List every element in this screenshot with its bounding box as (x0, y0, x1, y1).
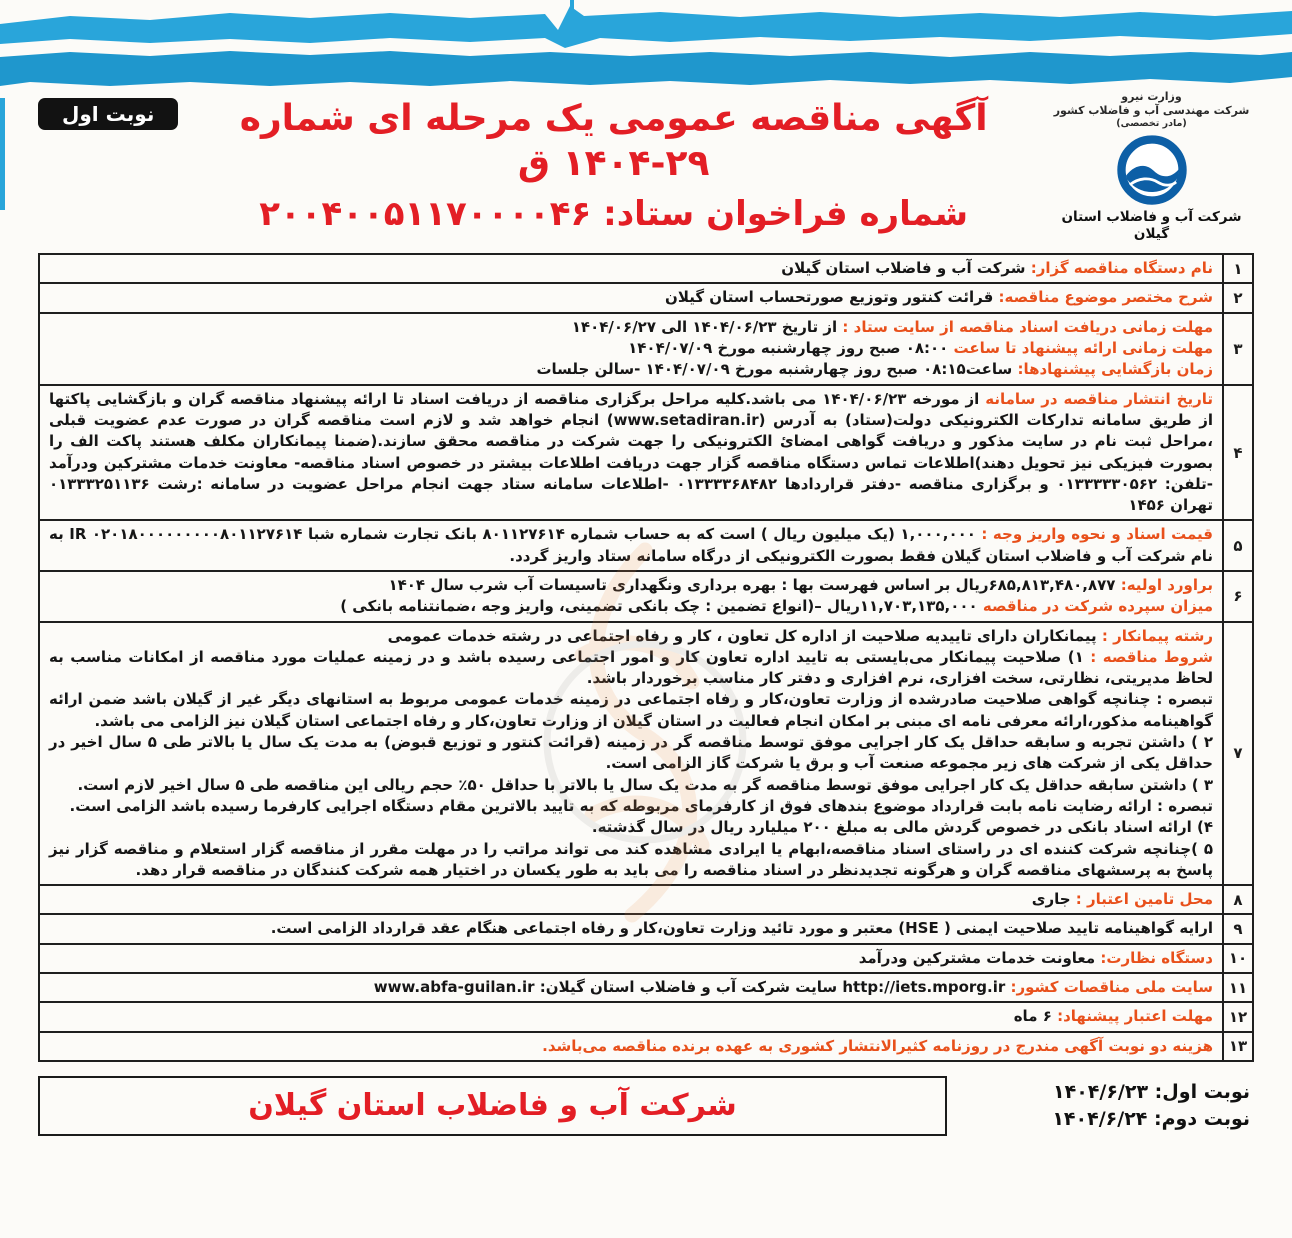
row-text-line (49, 889, 1213, 910)
row-text-line (49, 524, 1213, 567)
row-text-line (49, 258, 1213, 279)
field-label: میزان سپرده شرکت در مناقصه (977, 597, 1213, 616)
field-value: ۱۱,۷۰۳,۱۳۵,۰۰۰ریال –(انواع تضمین : چک بانکی تضمینی، واریز وجه ،ضمانتنامه بانکی ) (340, 597, 978, 616)
row-number: ۱ (1223, 254, 1253, 283)
field-value: از مورخه ۱۴۰۴/۰۶/۲۳ می باشد.کلیه مراحل برگزاری مناقصه از دریافت اسناد تا ارائه پیشنهاد مناقصه گران و بازگشایی پاکتها از طریق سامانه تدارکات الکترونیکی دولت(ستاد) به آدرس (www.setadiran.ir) انجام خواهد شد و لازم است مناقصه گران در صورت عدم عضویت قبلی ،مراحل ثبت نام در سایت مذکور و دریافت گواهی امضائ الکترونیکی را جهت شرکت در مناقصه محقق سازند.(ضمنا پیمانکاران مکلف هستند پاکت الف را بصورت فیزیکی نیز تحویل دهند)اطلاعات تماس دستگاه مناقصه گزار جهت دریافت اطلاعات بیشتر در خصوص اسناد مناقصه- معاونت خدمات مشترکین ودرآمد -تلفن: ۰۱۳۳۳۳۳۰۵۶۲ و برگزاری مناقصه -دفتر قراردادها ۰۱۳۳۳۳۶۸۴۸۲ -اطلاعات سامانه ستاد جهت انجام مراحل عضویت در سامانه :رشت ۰۱۳۳۳۲۵۱۱۳۶ تهران ۱۴۵۶ (49, 389, 1214, 515)
field-value: تبصره : چنانچه گواهی صلاحیت صادرشده از وزارت تعاون،کار و رفاه اجتماعی در زمینه خدمات عمومی مربوط به استانهای دیگر غیر از گیلان باشد ضمن ارائه گواهینامه مذکور،ارائه معرفی نامه ای مبنی بر امکان انجام فعالیت در استان گیلان از وزارت تعاون،کار و رفاه اجتماعی استان گیلان نیز الزامی می باشد. (49, 690, 1213, 730)
row-text-line (49, 775, 1213, 796)
row-content (39, 283, 1223, 312)
row-text-line (49, 817, 1213, 838)
row-text-line (49, 647, 1213, 690)
row-content (39, 254, 1223, 283)
header (38, 0, 1254, 243)
field-label: سایت ملی مناقصات کشور: (1005, 978, 1213, 997)
field-label: مهلت زمانی دریافت اسناد مناقصه از سایت ستاد : (837, 317, 1213, 336)
table-row (39, 385, 1253, 521)
field-value: جاری (1031, 890, 1071, 909)
field-label: رشته پیمانکار : (1096, 626, 1213, 645)
row-text-line (49, 977, 1213, 998)
row-number: ۴ (1223, 385, 1253, 521)
field-value: از تاریخ ۱۴۰۴/۰۶/۲۳ الی ۱۴۰۴/۰۶/۲۷ (571, 317, 838, 336)
row-content (39, 385, 1223, 521)
table-row (39, 313, 1253, 385)
row-number: ۱۰ (1223, 944, 1253, 973)
row-content (39, 520, 1223, 571)
field-value: ۱,۰۰۰,۰۰۰ (یک میلیون ریال ) است که به حساب شماره ۸۰۱۱۲۷۶۱۴ بانک تجارت شماره شبا IR ۰۲۰۱۸۰۰۰۰۰۰۰۰۰۸۰۱۱۲۷۶۱۴ به نام شرکت آب و فاضلاب استان گیلان فقط بصورت الکترونیکی از درگاه سامانه ستاد واریز گردد. (49, 525, 1213, 565)
company-name: شرکت آب و فاضلاب استان گیلان (1061, 209, 1242, 243)
table-row (39, 283, 1253, 312)
table-row (39, 520, 1253, 571)
notice-table (38, 253, 1254, 1062)
row-text-line (49, 287, 1213, 308)
field-value: ساعت۰۸:۱۵ صبح روز چهارشنبه مورخ ۱۴۰۴/۰۷/۰۹ -سالن جلسات (536, 360, 1013, 379)
field-value: ۵ )چنانچه شرکت کننده ای در راستای اسناد مناقصه،ابهام یا ایرادی مشاهده کند می تواند مراتب را در مهلت مقرر از مناقصه گزار استعلام و مناقصه گزار نیز پاسخ به پرسشهای مناقصه گران و هرگونه تجدیدنظر در اسناد مناقصه را می باید به طور یکسان در اختیار همه شرکت کنندگان در مناقصه قرار دهد. (49, 839, 1213, 879)
field-value: پیمانکاران دارای تاییدیه صلاحیت از اداره کل تعاون ، کار و رفاه اجتماعی در رشته خدمات عمومی (387, 626, 1097, 645)
table-row (39, 1032, 1253, 1061)
row-content (39, 1002, 1223, 1031)
field-label: شرح مختصر موضوع مناقصه: (993, 288, 1213, 307)
round-badge: نوبت اول (38, 98, 178, 130)
table-row (39, 571, 1253, 622)
row-text-line (49, 338, 1213, 359)
parent-company-note: (مادر تخصصی) (1116, 117, 1187, 129)
row-content (39, 973, 1223, 1002)
row-text-line (49, 359, 1213, 380)
row-content (39, 622, 1223, 886)
row-text-line (49, 732, 1213, 775)
field-value: ۶ ماه (1013, 1007, 1052, 1026)
row-number: ۵ (1223, 520, 1253, 571)
field-value: قرائت کنتور وتوزیع صورتحساب استان گیلان (665, 288, 994, 307)
field-label: نام دستگاه مناقصه گزار: (1025, 259, 1213, 278)
field-value: معاونت خدمات مشترکین ودرآمد (858, 948, 1096, 967)
footer (38, 1076, 1254, 1136)
table-row (39, 1002, 1253, 1031)
table-row (39, 885, 1253, 914)
row-text-line (49, 1036, 1213, 1057)
row-text-line (49, 918, 1213, 939)
field-value: ۳ ) داشتن سابقه حداقل یک کار اجرایی موفق توسط مناقصه گر به مدت یک سال یا بالاتر با حداقل ۵۰٪ حجم ریالی این مناقصه طی ۵ سال اخیر لازم است. (77, 775, 1213, 794)
publication-dates (959, 1076, 1254, 1136)
field-value: http://iets.mporg.ir سایت شرکت آب و فاضلاب استان گیلان: www.abfa-guilan.ir (373, 978, 1006, 997)
row-number: ۱۲ (1223, 1002, 1253, 1031)
row-content (39, 571, 1223, 622)
row-number: ۸ (1223, 885, 1253, 914)
water-company-logo-icon (1115, 133, 1189, 207)
row-text-line (49, 317, 1213, 338)
field-label: مهلت اعتبار پیشنهاد: (1051, 1007, 1213, 1026)
table-row (39, 914, 1253, 943)
row-number: ۶ (1223, 571, 1253, 622)
field-label: محل تامین اعتبار : (1070, 890, 1213, 909)
setad-call-number: شماره فراخوان ستاد: ۲۰۰۴۰۰۵۱۱۷۰۰۰۰۴۶ (259, 194, 969, 234)
second-round-date: نوبت دوم: ۱۴۰۴/۶/۲۴ (1052, 1108, 1250, 1131)
row-number: ۱۳ (1223, 1032, 1253, 1061)
row-content (39, 885, 1223, 914)
title-block (192, 90, 1035, 234)
table-row (39, 622, 1253, 886)
field-value: ۴) ارائه اسناد بانکی در خصوص گردش مالی به مبلغ ۲۰۰ میلیارد ریال در سال گذشته. (591, 818, 1213, 837)
left-blue-strip-decoration (0, 98, 5, 210)
table-row (39, 254, 1253, 283)
row-content (39, 313, 1223, 385)
field-value: ۶۸۵,۸۱۳,۴۸۰,۸۷۷ریال بر اساس فهرست بها : بهره برداری ونگهداری تاسیسات آب شرب سال ۱۴۰۴ (388, 575, 1116, 594)
field-label: هزینه دو نوبت آگهی مندرج در روزنامه کثیرالانتشار کشوری به عهده برنده مناقصه می‌باشد. (542, 1036, 1213, 1055)
row-text-line (49, 839, 1213, 882)
row-number: ۱۱ (1223, 973, 1253, 1002)
field-value: ارایه گواهینامه تایید صلاحیت ایمنی ( HSE) معتبر و مورد تائید وزارت تعاون،کار و رفاه اجتماعی هنگام عقد قرارداد الزامی است. (270, 919, 1213, 938)
table-row (39, 944, 1253, 973)
field-label: مهلت زمانی ارائه پیشنهاد تا ساعت (948, 339, 1213, 358)
field-value: تبصره : ارائه رضایت نامه بابت قرارداد موضوع بندهای فوق از کارفرمای مربوطه که به تایید بالاترین مقام دستگاه اجرایی کارفرما رسیده باشد الزامی است. (69, 796, 1213, 815)
field-value: ۰۸:۰۰ صبح روز چهارشنبه مورخ ۱۴۰۴/۰۷/۰۹ (628, 339, 949, 358)
logo-block (1049, 90, 1254, 243)
row-text-line (49, 796, 1213, 817)
row-number: ۳ (1223, 313, 1253, 385)
row-content (39, 914, 1223, 943)
ministry-name: وزارت نیرو (1121, 90, 1182, 103)
row-text-line (49, 389, 1213, 517)
field-value: ۱) صلاحیت پیمانکار می‌بایستی به تایید اداره تعاون کار و امور اجتماعی رسیده باشد و در زمینه عملیات مورد مناقصه از امکانات مناسب به لحاظ مدیریتی، نظارتی، سخت افزاری، نرم افزاری و دفتر کار مناسب برخوردار باشد. (49, 647, 1213, 688)
field-label: دستگاه نظارت: (1095, 948, 1213, 967)
row-text-line (49, 575, 1213, 596)
notice-table-body (39, 254, 1253, 1061)
row-content (39, 944, 1223, 973)
table-row (39, 973, 1253, 1002)
row-number: ۲ (1223, 283, 1253, 312)
field-value: ۲ ) داشتن تجربه و سابقه حداقل یک کار اجرایی موفق توسط مناقصه گر در زمینه (قرائت کنتور و توزیع قبوض) به مدت یک سال یا بالاتر طی ۵ سال اخیر در حداقل یکی از شرکت های زیر مجموعه صنعت آب و برق یا شرکت گاز الزامی است. (49, 733, 1213, 773)
field-label: تاریخ انتشار مناقصه در سامانه (979, 389, 1213, 408)
field-label: شروط مناقصه : (1083, 647, 1213, 666)
field-label: قیمت اسناد و نحوه واریز وجه : (975, 525, 1213, 544)
row-number: ۷ (1223, 622, 1253, 886)
row-text-line (49, 1006, 1213, 1027)
row-text-line (49, 689, 1213, 732)
first-round-date: نوبت اول: ۱۴۰۴/۶/۲۳ (1053, 1081, 1250, 1104)
row-text-line (49, 596, 1213, 617)
row-text-line (49, 626, 1213, 647)
parent-company-name: شرکت مهندسی آب و فاضلاب کشور (1053, 103, 1250, 117)
footer-company-box (38, 1076, 947, 1136)
field-label: زمان بازگشایی پیشنهادها: (1012, 360, 1213, 379)
row-number: ۹ (1223, 914, 1253, 943)
footer-company-name: شرکت آب و فاضلاب استان گیلان (248, 1088, 737, 1124)
row-content (39, 1032, 1223, 1061)
field-value: شرکت آب و فاضلاب استان گیلان (781, 259, 1026, 278)
notice-title: آگهی مناقصه عمومی یک مرحله ای شماره ۲۹-۱۴۰۴ ق (239, 98, 988, 184)
row-text-line (49, 948, 1213, 969)
field-label: براورد اولیه: (1115, 575, 1213, 594)
